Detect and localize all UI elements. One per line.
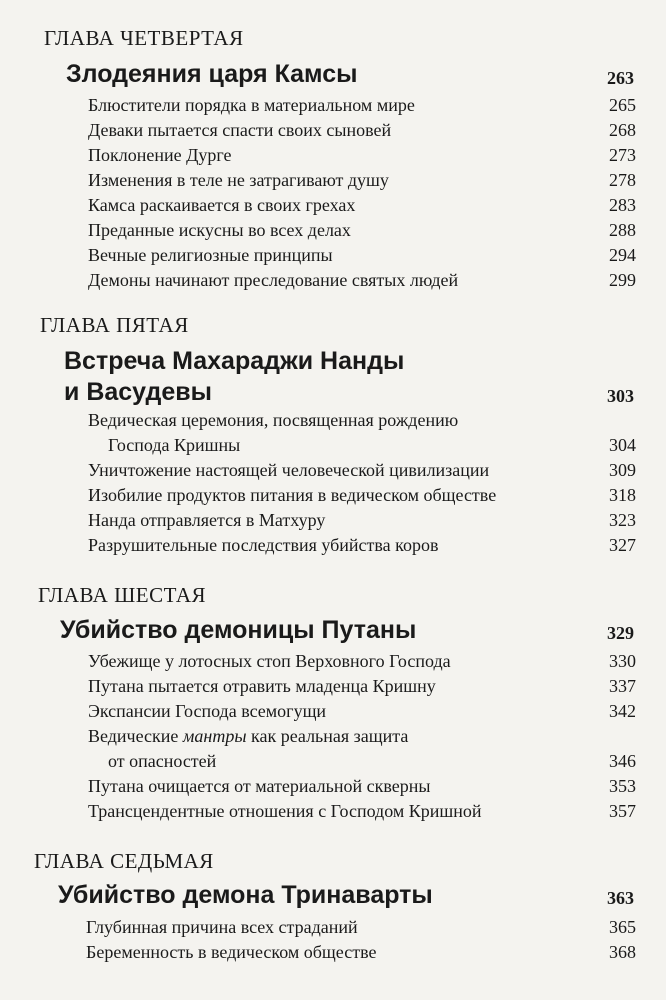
entry-title: Демоны начинают преследование святых людей — [88, 270, 459, 290]
chapter-page-number: 363 — [607, 888, 634, 908]
entry-title: Путана очищается от материальной скверны — [88, 776, 431, 796]
entry-title: Преданные искусны во всех делах — [88, 220, 351, 240]
entry-title: Камса раскаивается в своих грехах — [88, 195, 356, 215]
toc-entry[interactable] — [88, 724, 636, 774]
toc-entry[interactable] — [88, 533, 636, 558]
entry-title: Экспансии Господа всемогущи — [88, 701, 327, 721]
entry-title-continuation: Господа Кришны — [108, 435, 241, 455]
entry-title — [88, 724, 636, 749]
entry-page-number: 357 — [609, 801, 636, 821]
chapter-label: ГЛАВА СЕДЬМАЯ — [34, 849, 214, 873]
toc-entry[interactable] — [88, 243, 636, 268]
toc-entry[interactable] — [88, 143, 636, 168]
entry-page-number: 304 — [609, 435, 636, 455]
entry-title: Поклонение Дурге — [88, 145, 232, 165]
toc-entry[interactable] — [88, 649, 636, 674]
chapter-title: Встреча Махараджи Нанды — [64, 347, 405, 375]
entry-page-number: 299 — [609, 270, 636, 290]
entry-page-number: 283 — [609, 195, 636, 215]
entry-page-number: 309 — [609, 460, 636, 480]
toc-entry[interactable] — [88, 508, 636, 533]
entry-page-number: 294 — [609, 245, 636, 265]
entry-title: Блюстители порядка в материальном мире — [88, 95, 415, 115]
chapter-title: Убийство демоницы Путаны — [60, 616, 417, 644]
entry-page-number: 265 — [609, 95, 636, 115]
chapter-label: ГЛАВА ШЕСТАЯ — [38, 583, 207, 607]
entry-page-number: 346 — [609, 751, 636, 771]
toc-entry[interactable] — [88, 193, 636, 218]
toc-entry[interactable] — [88, 268, 636, 293]
entry-title-emphasis: мантры — [182, 726, 247, 746]
toc-entry[interactable] — [88, 408, 636, 458]
entry-title: Разрушительные последствия убийства коров — [88, 535, 439, 555]
toc-entry[interactable] — [88, 118, 636, 143]
entry-page-number: 273 — [609, 145, 636, 165]
entry-page-number: 337 — [609, 676, 636, 696]
toc-entry[interactable] — [88, 699, 636, 724]
toc-entry[interactable] — [88, 458, 636, 483]
toc-entry[interactable] — [88, 799, 636, 824]
entry-title: Ведическая церемония, посвященная рождению — [88, 410, 459, 430]
entry-page-number: 327 — [609, 535, 636, 555]
toc-entry[interactable] — [88, 93, 636, 118]
toc-entry[interactable] — [86, 940, 636, 965]
entry-title: Убежище у лотосных стоп Верховного Господа — [88, 651, 451, 671]
chapter-page-number: 329 — [607, 623, 634, 643]
entry-title: Путана пытается отравить младенца Кришну — [88, 676, 436, 696]
entry-title: Нанда отправляется в Матхуру — [88, 510, 326, 530]
entry-page-number: 278 — [609, 170, 636, 190]
entry-page-number: 323 — [609, 510, 636, 530]
entry-title: Беременность в ведическом обществе — [86, 942, 377, 962]
entry-page-number: 353 — [609, 776, 636, 796]
toc-entry[interactable] — [88, 218, 636, 243]
entry-page-number: 365 — [609, 917, 636, 937]
entry-title-part: как реальная защита — [246, 726, 409, 746]
chapter-title: Злодеяния царя Камсы — [66, 60, 358, 88]
entry-title: Уничтожение настоящей человеческой цивилизации — [88, 460, 490, 480]
entry-page-number: 330 — [609, 651, 636, 671]
chapter-label: ГЛАВА ПЯТАЯ — [40, 313, 189, 337]
entry-page-number: 318 — [609, 485, 636, 505]
entry-title: Изменения в теле не затрагивают душу — [88, 170, 389, 190]
entry-title: Трансцендентные отношения с Господом Кришной — [88, 801, 482, 821]
chapter-label: ГЛАВА ЧЕТВЕРТАЯ — [44, 26, 244, 50]
entry-page-number: 268 — [609, 120, 636, 140]
entry-title: Вечные религиозные принципы — [88, 245, 333, 265]
toc-entry[interactable] — [88, 774, 636, 799]
entry-page-number: 368 — [609, 942, 636, 962]
entry-page-number: 288 — [609, 220, 636, 240]
entry-title-continuation: от опасностей — [108, 751, 217, 771]
chapter-page-number: 303 — [607, 386, 634, 406]
entry-title-part: Ведические — [88, 726, 183, 746]
toc-entry[interactable] — [88, 674, 636, 699]
entry-title: Изобилие продуктов питания в ведическом обществе — [88, 485, 497, 505]
entry-title: Глубинная причина всех страданий — [86, 917, 358, 937]
entry-title: Деваки пытается спасти своих сыновей — [88, 120, 392, 140]
chapter-title: и Васудевы — [64, 378, 212, 406]
chapter-page-number: 263 — [607, 68, 634, 88]
toc-entry[interactable] — [86, 915, 636, 940]
toc-entry[interactable] — [88, 168, 636, 193]
toc-entry[interactable] — [88, 483, 636, 508]
entry-page-number: 342 — [609, 701, 636, 721]
chapter-title: Убийство демона Тринаварты — [58, 881, 433, 909]
